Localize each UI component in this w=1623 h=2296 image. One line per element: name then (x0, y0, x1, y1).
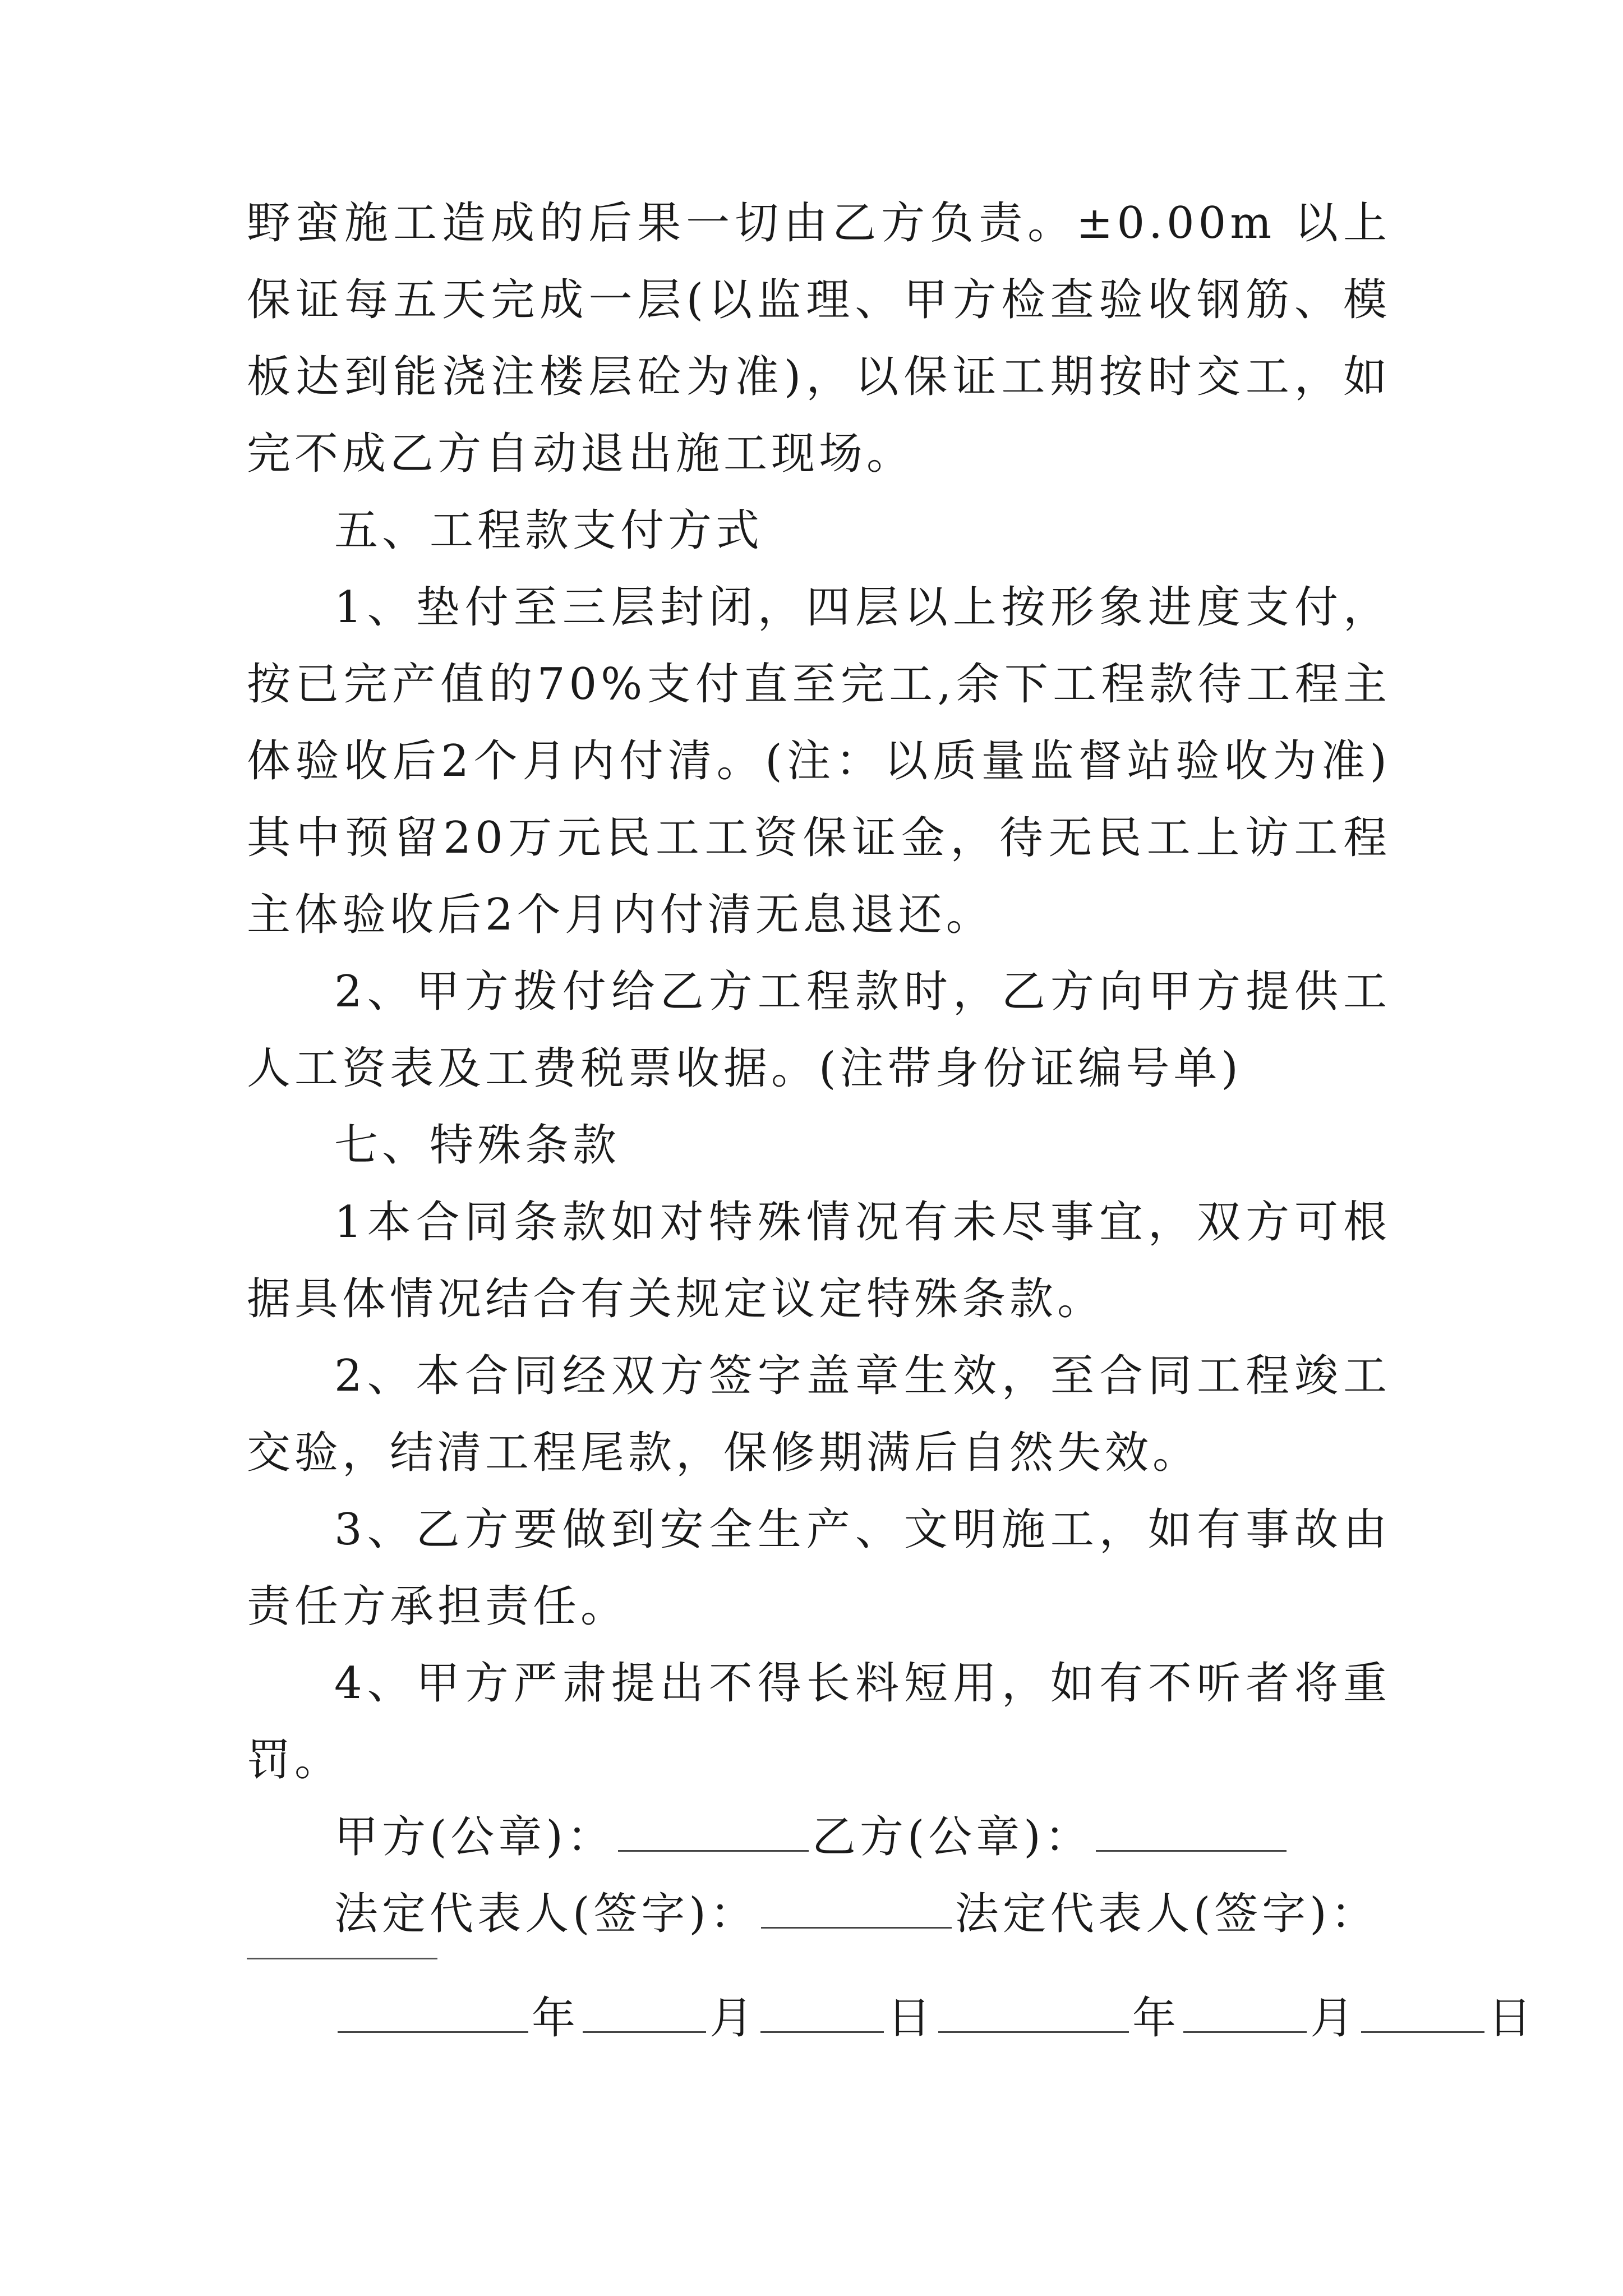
date-a-day-blank[interactable] (760, 1998, 884, 2033)
legal-rep-line (247, 1876, 1391, 1953)
date-b-month-blank[interactable] (1183, 1998, 1307, 2033)
party-a-seal-label: 甲方(公章)： (334, 1812, 615, 1862)
date-b-year-label: 年 (1132, 1993, 1181, 2044)
party-b-seal-label: 乙方(公章)： (811, 1812, 1092, 1862)
paragraph-payment-2: 2、甲方拨付给乙方工程款时，乙方向甲方提供工人工资表及工费税票收据。(注带身份证编号单) (247, 967, 1391, 1094)
paragraph-special-3: 3、乙方要做到安全生产、文明施工，如有事故由责任方承担责任。 (247, 1504, 1391, 1632)
paragraph-construction-schedule: 野蛮施工造成的后果一切由乙方负责。±0.00m 以上保证每五天完成一层(以监理、甲方检查验收钢筋、模板达到能浇注楼层砼为准)，以保证工期按时交工，如完不成乙方自动退出施工现场。 (247, 198, 1391, 479)
date-b-day-label: 日 (1488, 1993, 1536, 2044)
paragraph-payment-1: 1、垫付至三层封闭，四层以上按形象进度支付，按已完产值的70%支付直至完工,余下工程款待工程主体验收后2个月内付清。(注：以质量监督站验收为准)其中预留20万元民工工资保证金，待无民工上访工程主体验收后2个月内付清无息退还。 (247, 582, 1391, 940)
date-a-month-blank[interactable] (583, 1998, 706, 2033)
date-line (334, 1980, 1536, 2057)
legal-rep-b-blank[interactable] (247, 1958, 437, 1959)
date-a-year-blank[interactable] (338, 1998, 528, 2033)
document-body (247, 185, 1391, 1953)
party-a-seal-blank[interactable] (618, 1816, 809, 1852)
date-a-day-label: 日 (887, 1993, 935, 2044)
date-a-month-label: 月 (709, 1993, 758, 2044)
paragraph-special-2: 2、本合同经双方签字盖章生效，至合同工程竣工交验，结清工程尾款，保修期满后自然失效。 (247, 1351, 1391, 1478)
section-heading-special-terms: 七、特殊条款 (334, 1120, 621, 1171)
date-b-year-blank[interactable] (938, 1998, 1129, 2033)
legal-rep-a-label: 法定代表人(签字)： (334, 1889, 758, 1939)
date-b-day-blank[interactable] (1361, 1998, 1484, 2033)
legal-rep-a-blank[interactable] (761, 1893, 952, 1929)
paragraph-special-4: 4、甲方严肃提出不得长料短用，如有不听者将重罚。 (247, 1658, 1391, 1786)
date-b-month-label: 月 (1310, 1993, 1358, 2044)
paragraph-special-1: 1本合同条款如对特殊情况有未尽事宜，双方可根据具体情况结合有关规定议定特殊条款。 (247, 1197, 1391, 1324)
legal-rep-b-label: 法定代表人(签字)： (955, 1889, 1378, 1939)
date-a-year-label: 年 (532, 1993, 580, 2044)
section-heading-payment: 五、工程款支付方式 (334, 505, 764, 556)
seal-line (247, 1799, 1391, 1876)
party-b-seal-blank[interactable] (1096, 1816, 1287, 1852)
